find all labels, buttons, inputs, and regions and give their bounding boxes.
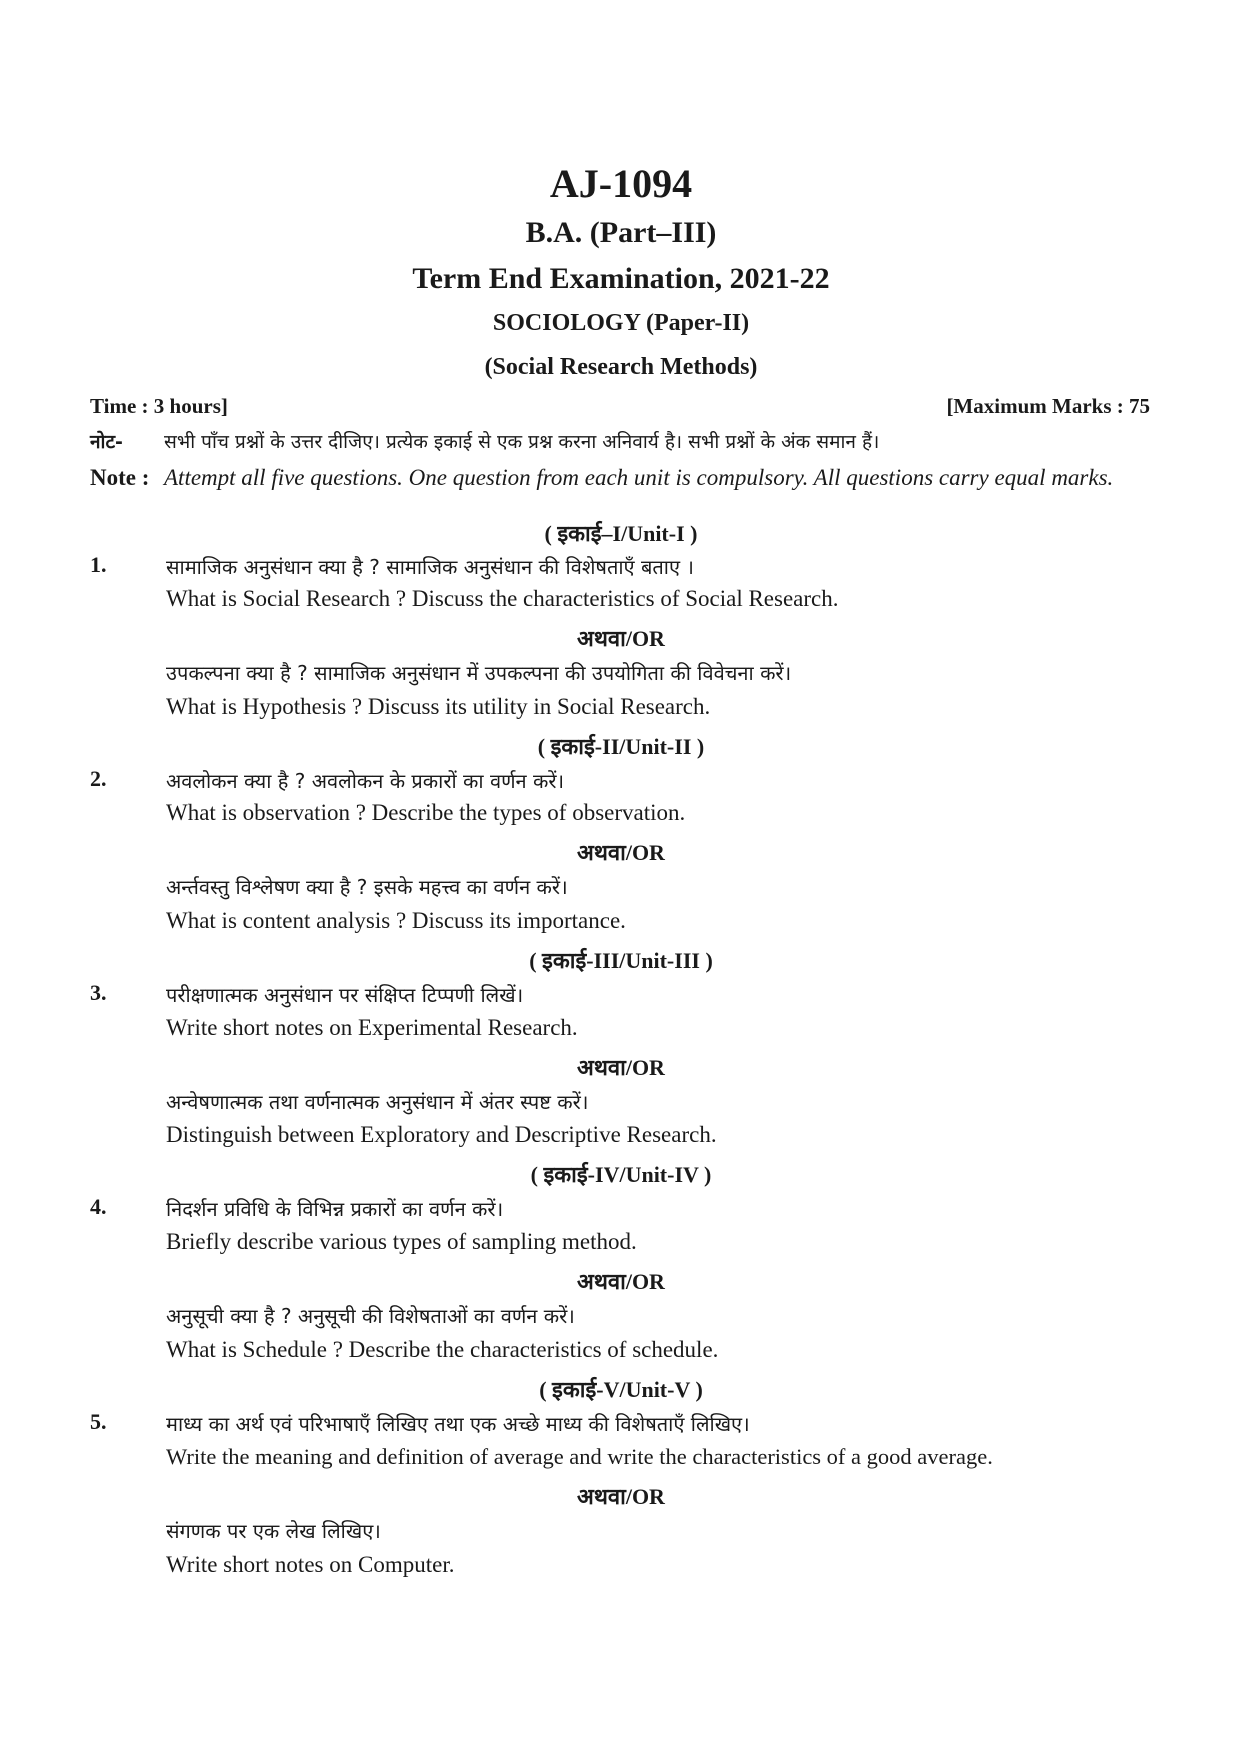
note-english-label: Note : <box>90 465 150 490</box>
question-hindi: संगणक पर एक लेख लिखिए। <box>166 1519 381 1543</box>
time-allowed: Time : 3 hours] <box>90 394 228 418</box>
maximum-marks: [Maximum Marks : 75 <box>946 394 1150 418</box>
question-english: What is Schedule ? Describe the characteristics of schedule. <box>166 1337 719 1362</box>
paper-title: (Social Research Methods) <box>484 354 758 380</box>
question-english: What is Hypothesis ? Discuss its utility in Social Research. <box>166 694 711 719</box>
question-hindi: अवलोकन क्या है ? अवलोकन के प्रकारों का वर्णन करें। <box>166 769 565 793</box>
question-hindi: अन्वेषणात्मक तथा वर्णनात्मक अनुसंधान में अंतर स्पष्ट करें। <box>166 1090 589 1114</box>
unit-heading: ( इकाई-III/Unit-III ) <box>529 948 713 973</box>
unit-heading: ( इकाई-V/Unit-V ) <box>539 1377 703 1402</box>
note-hindi-text: सभी पाँच प्रश्नों के उत्तर दीजिए। प्रत्येक इकाई से एक प्रश्न करना अनिवार्य है। सभी प्रश्नों के अंक समान हैं। <box>164 431 880 453</box>
question-english: Write short notes on Computer. <box>166 1552 455 1577</box>
note-english-text: Attempt all five questions. One question from each unit is compulsory. All questions carry equal marks. <box>164 465 1114 490</box>
unit-heading: ( इकाई-IV/Unit-IV ) <box>530 1162 712 1187</box>
question-number: 5. <box>90 1409 107 1434</box>
question-english: Write short notes on Experimental Research. <box>166 1015 578 1040</box>
or-separator: अथवा/OR <box>577 626 665 651</box>
question-number: 4. <box>90 1194 107 1219</box>
exam-title: Term End Examination, 2021-22 <box>412 262 830 295</box>
question-number: 3. <box>90 980 107 1005</box>
question-hindi: अनुसूची क्या है ? अनुसूची की विशेषताओं का वर्णन करें। <box>166 1304 575 1328</box>
unit-heading: ( इकाई-II/Unit-II ) <box>537 734 705 759</box>
question-english: What is Social Research ? Discuss the characteristics of Social Research. <box>166 586 839 611</box>
question-hindi: निदर्शन प्रविधि के विभिन्न प्रकारों का वर्णन करें। <box>166 1197 504 1221</box>
or-separator: अथवा/OR <box>577 1055 665 1080</box>
question-english: What is content analysis ? Discuss its importance. <box>166 908 626 933</box>
question-hindi: अर्न्तवस्तु विश्लेषण क्या है ? इसके महत्त्व का वर्णन करें। <box>166 875 568 899</box>
course-title: B.A. (Part–III) <box>525 216 717 249</box>
question-number: 2. <box>90 766 107 791</box>
question-hindi: परीक्षणात्मक अनुसंधान पर संक्षिप्त टिप्पणी लिखें। <box>166 983 524 1007</box>
question-number: 1. <box>90 552 107 577</box>
subject-title: SOCIOLOGY (Paper-II) <box>492 310 750 336</box>
question-english: Briefly describe various types of sampling method. <box>166 1229 637 1254</box>
paper-code: AJ-1094 <box>549 161 693 206</box>
question-english: What is observation ? Describe the types of observation. <box>166 800 686 825</box>
question-hindi: सामाजिक अनुसंधान क्या है ? सामाजिक अनुसंधान की विशेषताएँ बताए । <box>166 555 694 579</box>
or-separator: अथवा/OR <box>577 1484 665 1509</box>
or-separator: अथवा/OR <box>577 1269 665 1294</box>
question-english: Distinguish between Exploratory and Descriptive Research. <box>166 1122 717 1147</box>
note-hindi-label: नोट- <box>90 431 123 453</box>
question-hindi: माध्य का अर्थ एवं परिभाषाएँ लिखिए तथा एक अच्छे माध्य की विशेषताएँ लिखिए। <box>166 1412 750 1436</box>
question-hindi: उपकल्पना क्या है ? सामाजिक अनुसंधान में उपकल्पना की उपयोगिता की विवेचना करें। <box>166 661 792 685</box>
unit-heading: ( इकाई–I/Unit-I ) <box>544 521 698 546</box>
question-english: Write the meaning and definition of average and write the characteristics of a good average. <box>166 1444 993 1469</box>
or-separator: अथवा/OR <box>577 840 665 865</box>
